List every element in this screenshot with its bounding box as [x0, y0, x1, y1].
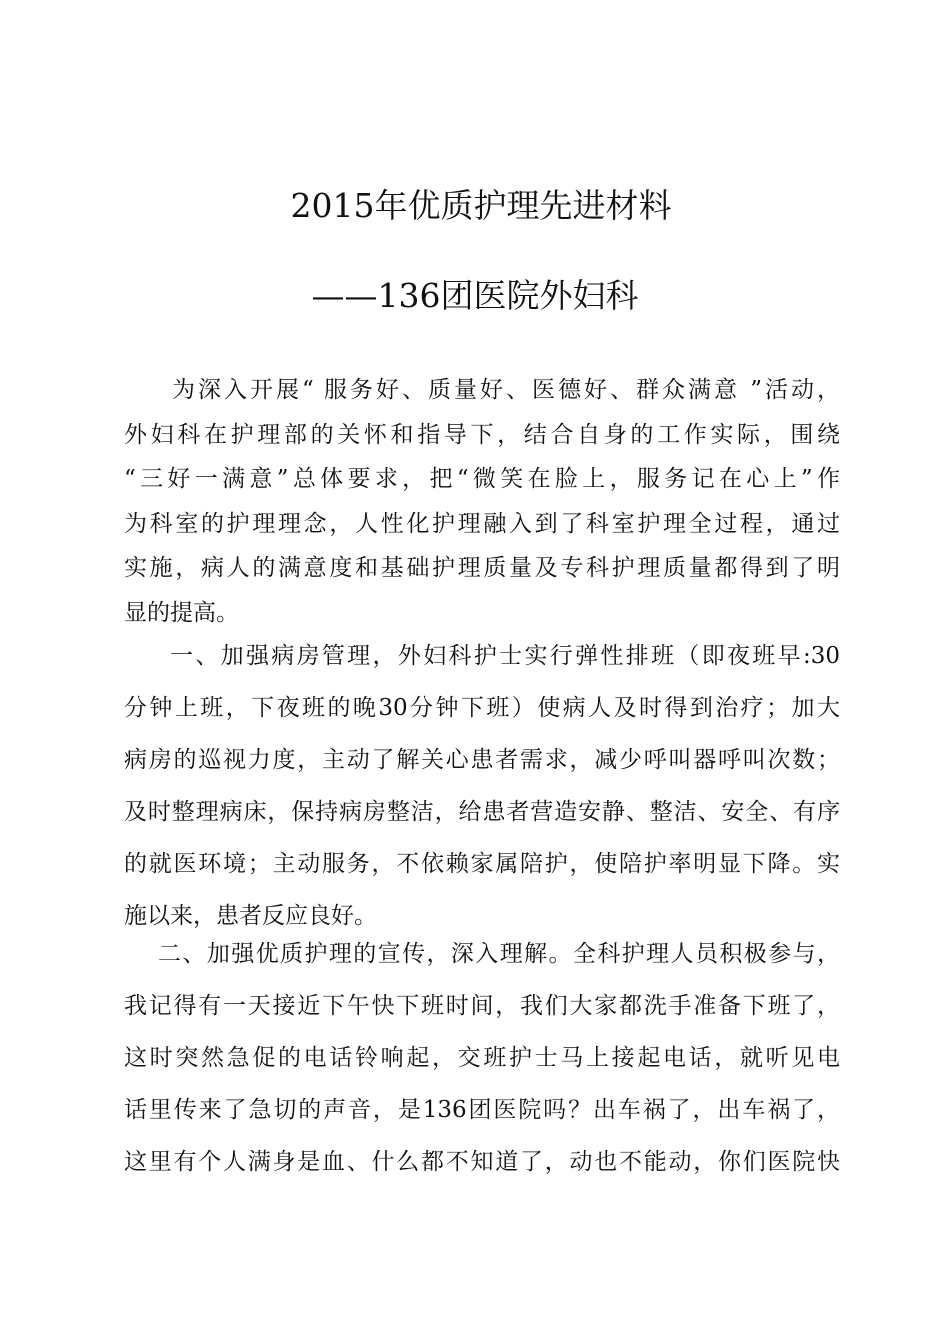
- paragraph-line: 及时整理病床，保持病房整洁，给患者营造安静、整洁、安全、有序: [124, 799, 840, 825]
- paragraph-line: 一、加强病房管理，外妇科护士实行弹性排班（即夜班早:30: [170, 643, 840, 669]
- paragraph-line: 显的提高。: [124, 599, 239, 626]
- document-subtitle: ——136团医院外妇科: [311, 276, 639, 315]
- paragraph-line: 这时突然急促的电话铃响起，交班护士马上接起电话，就听见电: [124, 1045, 840, 1071]
- paragraph-line: 这里有个人满身是血、什么都不知道了，动也不能动，你们医院快: [124, 1149, 840, 1175]
- paragraph-line: 为深入开展“ 服务好、质量好、医德好、群众满意 ”活动，: [172, 377, 840, 403]
- paragraph-line: 外妇科在护理部的关怀和指导下，结合自身的工作实际，围绕: [124, 421, 840, 448]
- paragraph-intro: [124, 368, 840, 635]
- paragraph-line: 为科室的护理理念，人性化护理融入到了科室护理全过程，通过: [124, 510, 840, 537]
- paragraph-line: 分钟上班，下夜班的晚30分钟下班）使病人及时得到治疗；加大: [124, 695, 840, 721]
- paragraph-section-two: [124, 928, 840, 1188]
- paragraph-section-one: [124, 630, 840, 942]
- paragraph-line: 病房的巡视力度，主动了解关心患者需求，减少呼叫器呼叫次数；: [124, 747, 840, 773]
- paragraph-line: 的就医环境；主动服务，不依赖家属陪护，使陪护率明显下降。实: [124, 851, 840, 877]
- paragraph-line: 二、加强优质护理的宣传，深入理解。全科护理人员积极参与，: [158, 941, 840, 967]
- document-title: 2015年优质护理先进材料: [290, 186, 672, 225]
- paragraph-line: 话里传来了急切的声音，是136团医院吗？出车祸了，出车祸了，: [124, 1097, 840, 1123]
- paragraph-line: 实施，病人的满意度和基础护理质量及专科护理质量都得到了明: [124, 555, 840, 581]
- paragraph-line: “三好一满意”总体要求，把“微笑在脸上，服务记在心上”作: [124, 466, 840, 492]
- paragraph-line: 我记得有一天接近下午快下班时间，我们大家都洗手准备下班了，: [124, 993, 840, 1019]
- paragraph-line: 施以来，患者反应良好。: [124, 903, 377, 929]
